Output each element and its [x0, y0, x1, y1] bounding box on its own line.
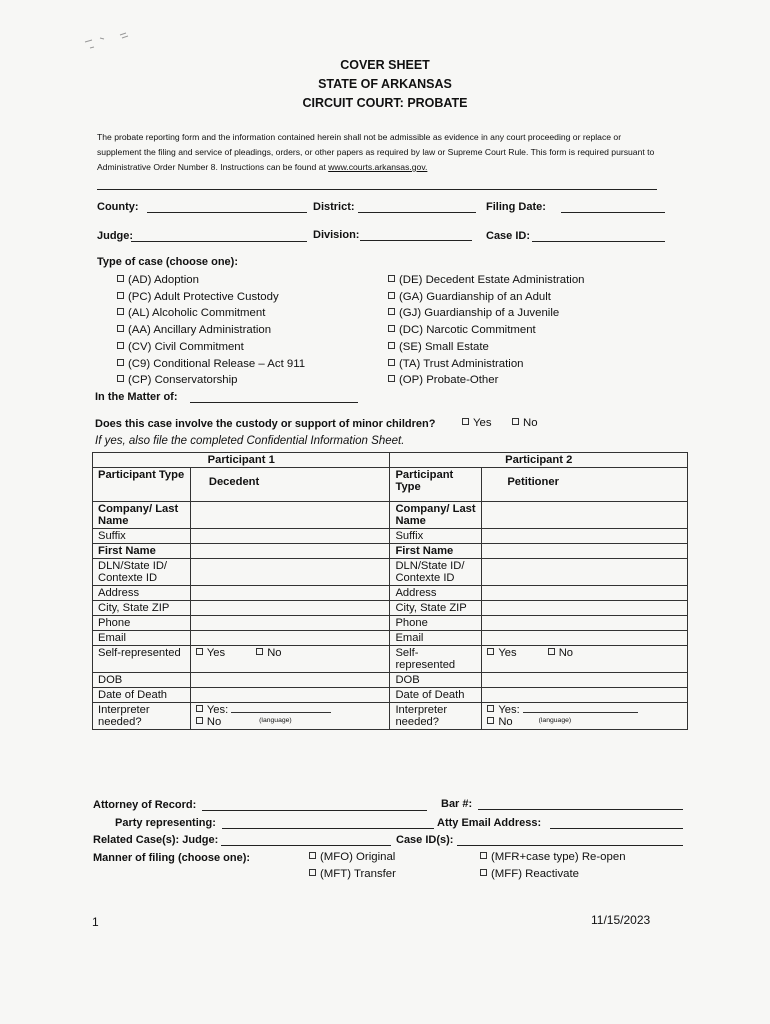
option-label: (C9) Conditional Release – Act 911: [128, 358, 306, 370]
language-field[interactable]: [523, 704, 638, 713]
option-label: (MFR+case type) Re-open: [491, 851, 626, 863]
p2-type-value[interactable]: Petitioner: [482, 468, 688, 502]
p1-dln-cell[interactable]: [190, 559, 390, 586]
checkbox[interactable]: [117, 325, 124, 332]
row-label: DOB: [93, 673, 191, 688]
option-label: No: [498, 716, 513, 728]
table-row: [93, 646, 688, 673]
checkbox[interactable]: [388, 325, 395, 332]
row-label: Interpreter needed?: [93, 703, 191, 730]
option-label: (AL) Alcoholic Commitment: [128, 307, 266, 319]
row-label: DLN/State ID/ Contexte ID: [390, 559, 482, 586]
page-number: 1: [92, 915, 99, 929]
manner-option-mfo[interactable]: [309, 851, 395, 863]
matter-label: In the Matter of:: [95, 391, 178, 403]
table-row: [93, 673, 688, 688]
row-label: Company/ Last Name: [390, 502, 482, 529]
p1-last-name-cell[interactable]: [190, 502, 390, 529]
attorney-label: Attorney of Record:: [93, 799, 197, 811]
revision-date: 11/15/2023: [591, 913, 651, 927]
intro-paragraph: [97, 130, 657, 175]
case-option-al[interactable]: [117, 307, 265, 319]
row-label: Address: [93, 586, 191, 601]
checkbox[interactable]: [388, 342, 395, 349]
checkbox[interactable]: [117, 308, 124, 315]
case-ids-field[interactable]: [457, 836, 683, 846]
row-label: First Name: [93, 544, 191, 559]
case-option-de[interactable]: [388, 274, 585, 286]
p2-dln-cell[interactable]: [482, 559, 688, 586]
case-option-pc[interactable]: [117, 291, 279, 303]
table-row: [93, 631, 688, 646]
case-option-dc[interactable]: [388, 324, 536, 336]
p1-phone-cell[interactable]: [190, 616, 390, 631]
p1-dob-cell[interactable]: [190, 673, 390, 688]
row-label: Address: [390, 586, 482, 601]
case-option-c9[interactable]: [117, 358, 305, 370]
checkbox[interactable]: [117, 359, 124, 366]
checkbox[interactable]: [196, 648, 203, 655]
row-label: Company/ Last Name: [93, 502, 191, 529]
option-label: (MFO) Original: [320, 851, 396, 863]
option-label: (PC) Adult Protective Custody: [128, 291, 279, 303]
custody-no[interactable]: [512, 417, 538, 429]
case-id-field[interactable]: [532, 232, 665, 242]
table-row: [93, 502, 688, 529]
p1-first-name-cell[interactable]: [190, 544, 390, 559]
p1-type-value[interactable]: Decedent: [190, 468, 390, 502]
row-label: Participant Type: [390, 468, 482, 502]
participant-2-header: Participant 2: [390, 453, 688, 468]
option-label: (GA) Guardianship of an Adult: [399, 291, 551, 303]
p2-self-represented-cell: [482, 646, 688, 673]
checkbox[interactable]: [462, 418, 469, 425]
related-cases-label: Related Case(s): Judge:: [93, 834, 219, 846]
row-label: Suffix: [390, 529, 482, 544]
checkbox[interactable]: [388, 359, 395, 366]
checkbox[interactable]: [309, 869, 316, 876]
row-label: Date of Death: [93, 688, 191, 703]
checkbox[interactable]: [512, 418, 519, 425]
option-label: (SE) Small Estate: [399, 341, 489, 353]
case-option-se[interactable]: [388, 341, 489, 353]
option-label: Yes: [206, 647, 226, 659]
self-no-option[interactable]: [256, 647, 281, 659]
district-label: District:: [313, 201, 355, 213]
manner-option-mft[interactable]: [309, 868, 396, 880]
table-header-row: [93, 453, 688, 468]
table-row: [93, 586, 688, 601]
checkbox[interactable]: [256, 648, 263, 655]
participants-table: [92, 452, 688, 730]
table-row: [93, 544, 688, 559]
custody-note: If yes, also file the completed Confidential Information Sheet.: [95, 435, 405, 447]
table-row: [93, 703, 688, 730]
p1-address-cell[interactable]: [190, 586, 390, 601]
p2-city-cell[interactable]: [482, 601, 688, 616]
bar-label: Bar #:: [441, 798, 473, 810]
party-field[interactable]: [222, 819, 434, 829]
title-state: STATE OF ARKANSAS: [318, 77, 452, 91]
option-label: Yes: [498, 647, 517, 659]
p2-last-name-cell[interactable]: [482, 502, 688, 529]
checkbox[interactable]: [487, 717, 494, 724]
judge-field[interactable]: [131, 232, 307, 242]
option-label: (GJ) Guardianship of a Juvenile: [399, 307, 560, 319]
interp-yes-option[interactable]: [196, 704, 385, 716]
p1-suffix-cell[interactable]: [190, 529, 390, 544]
filing-date-label: Filing Date:: [486, 201, 546, 213]
case-type-heading: Type of case (choose one):: [97, 256, 238, 268]
filing-date-field[interactable]: [561, 203, 665, 213]
case-option-aa[interactable]: [117, 324, 271, 336]
row-label: Email: [93, 631, 191, 646]
interp-yes-option[interactable]: [487, 704, 682, 716]
title-cover-sheet: COVER SHEET: [340, 58, 430, 72]
matter-field[interactable]: [190, 393, 358, 403]
case-option-ga[interactable]: [388, 291, 551, 303]
option-label: No: [206, 716, 222, 728]
p2-suffix-cell[interactable]: [482, 529, 688, 544]
table-row: [93, 688, 688, 703]
p1-city-cell[interactable]: [190, 601, 390, 616]
bar-field[interactable]: [478, 800, 683, 810]
checkbox[interactable]: [117, 375, 124, 382]
interp-no-option[interactable]: [196, 716, 385, 728]
row-label: Suffix: [93, 529, 191, 544]
p1-date-of-death-cell[interactable]: [190, 688, 390, 703]
case-option-gj[interactable]: [388, 307, 559, 319]
p2-phone-cell[interactable]: [482, 616, 688, 631]
p1-email-cell[interactable]: [190, 631, 390, 646]
checkbox[interactable]: [117, 275, 124, 282]
case-option-ad[interactable]: [117, 274, 199, 286]
scan-mark: [80, 30, 140, 50]
checkbox[interactable]: [388, 375, 395, 382]
row-label: City, State ZIP: [93, 601, 191, 616]
option-label: (CP) Conservatorship: [128, 374, 238, 386]
checkbox[interactable]: [487, 705, 494, 712]
checkbox[interactable]: [196, 705, 203, 712]
p1-self-represented-cell: [190, 646, 390, 673]
manner-option-mfr[interactable]: [480, 851, 626, 863]
option-label: Yes: [473, 417, 492, 429]
title-court: CIRCUIT COURT: PROBATE: [302, 96, 468, 110]
option-label: Yes:: [498, 704, 520, 716]
case-option-op[interactable]: [388, 374, 498, 386]
option-label: (MFT) Transfer: [320, 868, 396, 880]
table-row: [93, 601, 688, 616]
divider: [97, 189, 657, 190]
judge-label: Judge:: [97, 230, 134, 242]
p2-dob-cell[interactable]: [482, 673, 688, 688]
case-id-label: Case ID:: [486, 230, 531, 242]
division-label: Division:: [313, 229, 360, 241]
district-field[interactable]: [358, 203, 476, 213]
row-label: Participant Type: [93, 468, 191, 502]
county-label: County:: [97, 201, 139, 213]
option-label: (DE) Decedent Estate Administration: [399, 274, 585, 286]
self-no-option[interactable]: [548, 647, 573, 659]
intro-text: The probate reporting form and the information contained herein shall not be admissible as evidence in any court proceeding or replace or supplement the filing and service of pleadings, orders, or other papers as required by law or Supreme Court Rule. This form is required pursuant to Administrative Order Number 8. Instructions can be found at: [97, 132, 655, 172]
case-ids-label: Case ID(s):: [396, 834, 454, 846]
row-label: Self-represented: [93, 646, 191, 673]
option-label: (CV) Civil Commitment: [128, 341, 244, 353]
checkbox[interactable]: [196, 717, 203, 724]
p2-interpreter-cell: [482, 703, 688, 730]
option-label: (AD) Adoption: [128, 274, 199, 286]
table-row: [93, 616, 688, 631]
checkbox[interactable]: [487, 648, 494, 655]
checkbox[interactable]: [388, 292, 395, 299]
row-label: City, State ZIP: [390, 601, 482, 616]
row-label: First Name: [390, 544, 482, 559]
option-label: (DC) Narcotic Commitment: [399, 324, 536, 336]
row-label: DOB: [390, 673, 482, 688]
instructions-link[interactable]: www.courts.arkansas.gov.: [328, 162, 428, 172]
language-hint: (language): [259, 717, 292, 724]
option-label: No: [523, 417, 538, 429]
table-row: [93, 559, 688, 586]
checkbox[interactable]: [117, 292, 124, 299]
manner-label: Manner of filing (choose one):: [93, 852, 251, 864]
option-label: (OP) Probate-Other: [399, 374, 499, 386]
checkbox[interactable]: [480, 869, 487, 876]
checkbox[interactable]: [388, 275, 395, 282]
checkbox[interactable]: [388, 308, 395, 315]
option-label: (MFF) Reactivate: [491, 868, 579, 880]
p2-date-of-death-cell[interactable]: [482, 688, 688, 703]
row-label: Phone: [390, 616, 482, 631]
row-label: Self-represented: [390, 646, 482, 673]
p1-interpreter-cell: [190, 703, 390, 730]
option-label: (TA) Trust Administration: [399, 358, 524, 370]
division-field[interactable]: [360, 231, 472, 241]
row-label: DLN/State ID/ Contexte ID: [93, 559, 191, 586]
row-label: Interpreter needed?: [390, 703, 482, 730]
self-yes-option[interactable]: [487, 647, 516, 659]
custody-question: Does this case involve the custody or support of minor children?: [95, 418, 436, 430]
county-field[interactable]: [147, 203, 307, 213]
interp-no-option[interactable]: [487, 716, 682, 728]
atty-email-label: Atty Email Address:: [437, 817, 542, 829]
checkbox[interactable]: [309, 852, 316, 859]
case-option-cv[interactable]: [117, 341, 244, 353]
option-label: Yes:: [206, 704, 229, 716]
p2-email-cell[interactable]: [482, 631, 688, 646]
case-option-cp[interactable]: [117, 374, 238, 386]
checkbox[interactable]: [117, 342, 124, 349]
row-label: Date of Death: [390, 688, 482, 703]
manner-option-mff[interactable]: [480, 868, 579, 880]
option-label: (AA) Ancillary Administration: [128, 324, 272, 336]
option-label: No: [558, 647, 573, 659]
row-label: Email: [390, 631, 482, 646]
case-option-ta[interactable]: [388, 358, 523, 370]
custody-yes[interactable]: [462, 417, 492, 429]
checkbox[interactable]: [480, 852, 487, 859]
self-yes-option[interactable]: [196, 647, 225, 659]
party-label: Party representing:: [115, 817, 216, 829]
language-hint: (language): [538, 717, 572, 724]
option-label: No: [267, 647, 282, 659]
attorney-field[interactable]: [202, 801, 427, 811]
row-label: Phone: [93, 616, 191, 631]
language-field[interactable]: [231, 704, 331, 713]
p2-address-cell[interactable]: [482, 586, 688, 601]
related-judge-field[interactable]: [221, 836, 391, 846]
checkbox[interactable]: [548, 648, 555, 655]
table-row: [93, 468, 688, 502]
participant-1-header: Participant 1: [93, 453, 390, 468]
table-row: [93, 529, 688, 544]
atty-email-field[interactable]: [550, 819, 683, 829]
p2-first-name-cell[interactable]: [482, 544, 688, 559]
